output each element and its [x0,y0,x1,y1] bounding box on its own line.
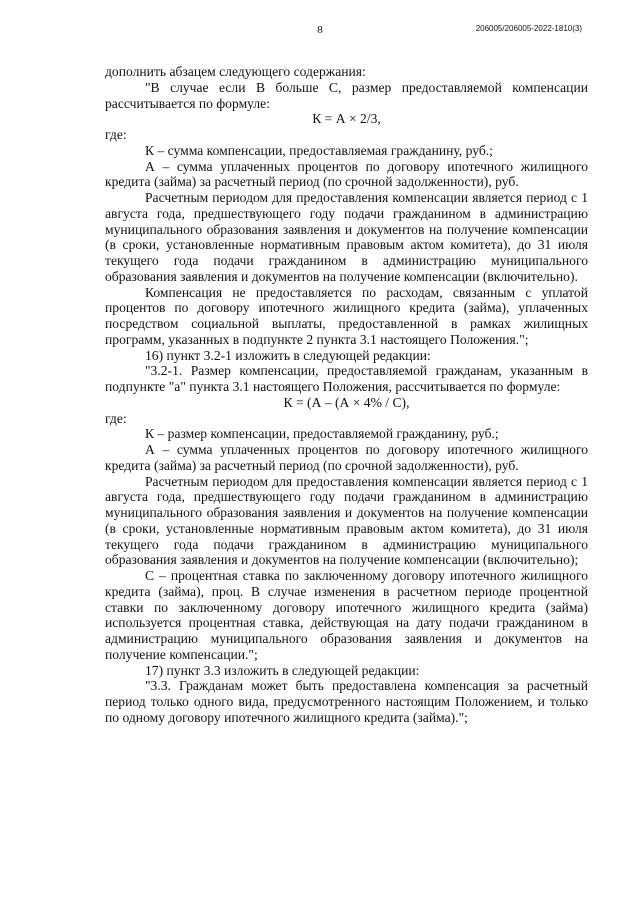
paragraph: "3.3. Гражданам может быть предоставлена компенсация за расчетный период только одного вида, предусмотренного настоящим Положением, и только по одному договору ипотечного жилищного кредита (займа)."; [105,678,588,725]
document-id: 206005/206005-2022-1810(3) [475,24,582,33]
formula: К = (А – (А × 4% / С), [283,394,410,410]
paragraph: К – размер компенсации, предоставляемой гражданину, руб.; [145,426,499,442]
paragraph: где: [105,127,127,142]
paragraph: дополнить абзацем следующего содержания: [105,64,366,79]
paragraph: "3.2-1. Размер компенсации, предоставляемой гражданам, указанным в подпункте "а" пункта 3.1 настоящего Положения, рассчитывается по формуле: [105,363,588,394]
document-body [105,64,588,726]
paragraph: где: [105,410,127,426]
paragraph: Компенсация не предоставляется по расходам, связанным с уплатой процентов по договору ипотечного жилищного кредита (займа), уплаченных посредством социальной выплаты, предоставленной в рамках жилищных программ, указанных в подпункте 2 пункта 3.1 настоящего Положения."; [105,284,588,347]
paragraph: "В случае если В больше С, размер предоставляемой компенсации рассчитывается по формуле: [105,79,588,111]
paragraph: А – сумма уплаченных процентов по договору ипотечного жилищного кредита (займа) за расчетный период (по срочной задолженности), руб. [105,442,588,473]
paragraph: 17) пункт 3.3 изложить в следующей редакции: [145,662,420,678]
paragraph: С – процентная ставка по заключенному договору ипотечного жилищного кредита (займа), проц. В случае изменения в расчетном периоде процентной ставки по заключенному договору ипотечного жилищного кредита (займа) используется процентная ставка, действующая на дату подачи гражданином в администрацию муниципального образования заявления и документов на получение компенсации."; [105,568,588,662]
paragraph: Расчетным периодом для предоставления компенсации является период с 1 августа года, предшествующего году подачи гражданином в администрацию муниципального образования заявления и документов на получение компенсации (в сроки, установленные нормативным правовым актом комитета), до 31 июля текущего года подачи гражданином в администрацию муниципального образования заявления и документов на получение компенсации (включительно). [105,190,588,284]
paragraph: 16) пункт 3.2-1 изложить в следующей редакции: [145,347,431,363]
formula: К = А × 2/3, [312,111,381,127]
paragraph: А – сумма уплаченных процентов по договору ипотечного жилищного кредита (займа) за расчетный период (по срочной задолженности), руб. [105,158,588,190]
page-number: 8 [317,24,323,36]
paragraph: Расчетным периодом для предоставления компенсации является период с 1 августа года, предшествующего году подачи гражданином в администрацию муниципального образования заявления и документов на получение компенсации (в сроки, установленные нормативным правовым актом комитета), до 31 июля текущего года подачи гражданином в администрацию муниципального образования заявления и документов на получение компенсации (включительно); [105,473,588,568]
paragraph: К – сумма компенсации, предоставляемая гражданину, руб.; [145,142,493,158]
